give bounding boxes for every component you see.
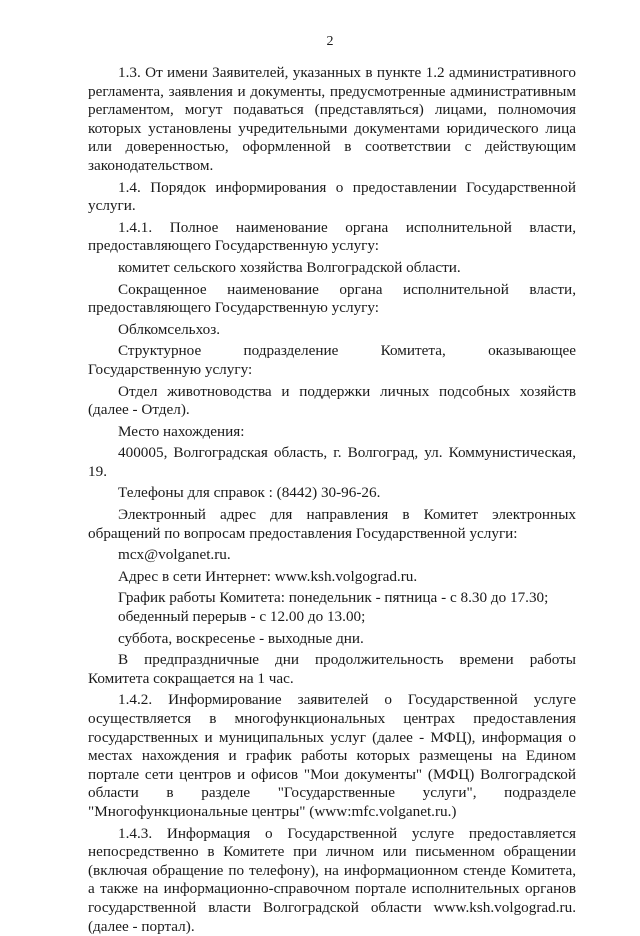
department-label: Структурное подразделение Комитета, оказывающее Государственную услугу: — [88, 342, 576, 378]
page-number: 2 — [326, 34, 334, 49]
paragraph-1-4-2: 1.4.2. Информирование заявителей о Государственной услуге осуществляется в многофункциональных центрах предоставления государственных и муниципальных услуг (далее - МФЦ), информация о местах нахождения и график работы которых размещены на Едином портале сети центров и офисов "Мои документы" (МФЦ) Волгоградской области в разделе "Государственные услуги", подразделе "Многофункциональные центры" (www:mfc.volganet.ru.) — [88, 691, 576, 820]
schedule-lunch: обеденный перерыв - с 12.00 до 13.00; — [118, 608, 366, 626]
short-name-label: Сокращенное наименование органа исполнительной власти, предоставляющего Государственную услугу: — [88, 280, 576, 317]
email-value: mcx@volganet.ru. — [118, 546, 231, 564]
paragraph-1-4-3: 1.4.3. Информация о Государственной услуге предоставляется непосредственно в Комитете при личном или письменном обращении (включая обращение по телефону), на информационном стенде Комитета, а также на информационно-справочном портале исполнительных органов государственной власти Волгоградской области www.ksh.volgograd.ru. (далее - портал). — [88, 824, 576, 935]
schedule-weekdays: График работы Комитета: понедельник - пятница - с 8.30 до 17.30; — [118, 589, 549, 607]
department-value: Отдел животноводства и поддержки личных подсобных хозяйств (далее - Отдел). — [88, 382, 576, 419]
paragraph-1-3: 1.3. От имени Заявителей, указанных в пункте 1.2 административного регламента, заявления и документы, предусмотренные административным регламентом, могут подаваться (представляться) лицами, полномочия которых установлены учредительными документами юридического лица или доверенностью, оформленной в соответствии с действующим законодательством. — [88, 64, 576, 174]
full-name-value: комитет сельского хозяйства Волгоградской области. — [118, 258, 461, 276]
location-label: Место нахождения: — [118, 422, 245, 440]
location-address: 400005, Волгоградская область, г. Волгоград, ул. Коммунистическая, 19. — [88, 444, 576, 480]
website-info: Адрес в сети Интернет: www.ksh.volgograd.ru. — [118, 567, 418, 585]
paragraph-1-4: 1.4. Порядок информирования о предоставлении Государственной услуги. — [88, 178, 576, 215]
schedule-weekend: суббота, воскресенье - выходные дни. — [118, 629, 364, 647]
email-label: Электронный адрес для направления в Комитет электронных обращений по вопросам предоставления Государственной услуги: — [88, 506, 576, 542]
phone-info: Телефоны для справок : (8442) 30-96-26. — [118, 484, 381, 502]
document-body — [88, 64, 576, 936]
short-name-value: Облкомсельхоз. — [118, 320, 220, 338]
holiday-info: В предпраздничные дни продолжительность времени работы Комитета сокращается на 1 час. — [88, 651, 576, 687]
paragraph-1-4-1: 1.4.1. Полное наименование органа исполнительной власти, предоставляющего Государственную услугу: — [88, 218, 576, 255]
